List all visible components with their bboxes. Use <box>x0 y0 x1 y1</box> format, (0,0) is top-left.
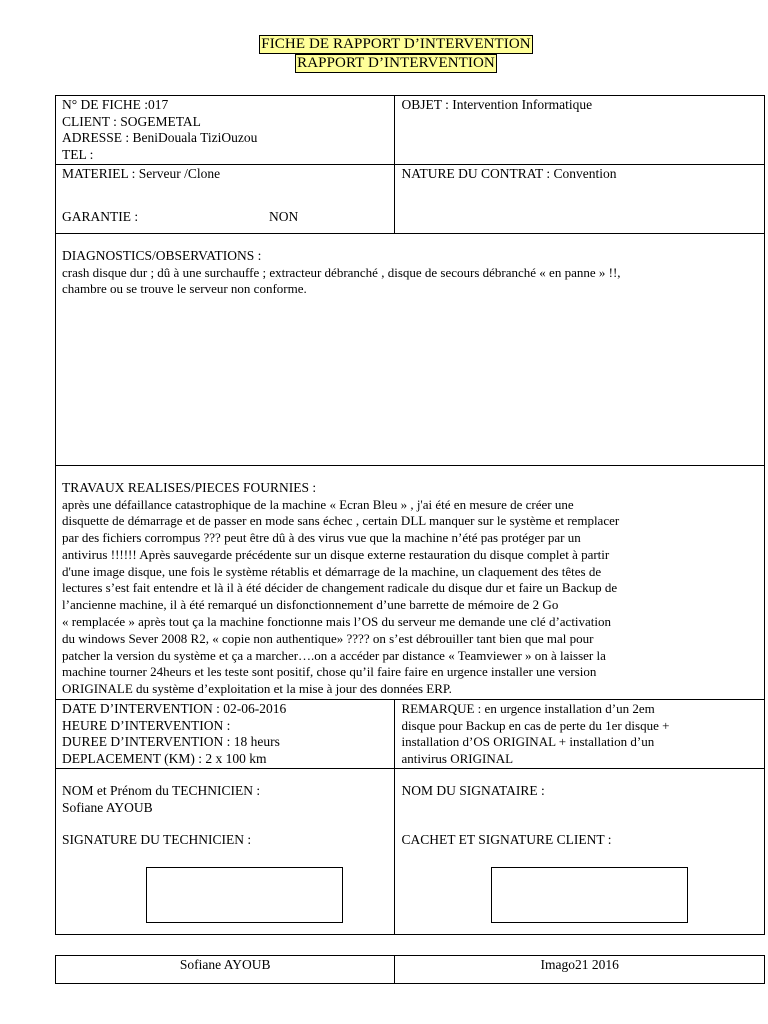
intervention-details-cell <box>56 700 395 769</box>
garantie-label: GARANTIE : <box>62 208 139 224</box>
travaux-line: patcher la version du système et ça a marcher….on a accéder par distance « Teamviewer » on à laisser la <box>62 647 606 663</box>
client-info-cell <box>56 96 395 165</box>
signature-row <box>56 769 765 935</box>
garantie-line <box>62 209 388 226</box>
page-footer <box>55 955 765 984</box>
header-row <box>56 96 765 165</box>
travaux-line: d'une image disque, une fois le système rétablis et démarrage de la machine, un claquement des têtes de <box>62 563 602 579</box>
footer-author: Sofiane AYOUB <box>56 956 395 984</box>
travaux-line: antivirus !!!!!! Après sauvegarde précédente sur un disque externe restauration du disque complet à partir <box>62 546 610 562</box>
intervention-date: DATE D’INTERVENTION : 02-06-2016 <box>62 701 287 717</box>
materiel-row <box>56 165 765 234</box>
materiel-cell <box>56 165 395 234</box>
materiel-text: MATERIEL : Serveur /Clone <box>62 166 221 181</box>
remarque-line: antivirus ORIGINAL <box>401 750 514 766</box>
intervention-deplacement: DEPLACEMENT (KM) : 2 x 100 km <box>62 750 267 766</box>
remarque-cell <box>395 700 765 769</box>
travaux-line: « remplacée » après tout ça la machine fonctionne mais l’OS du serveur me demande une clé d’activation <box>62 614 612 630</box>
intervention-duree: DUREE D’INTERVENTION : 18 heurs <box>62 734 280 750</box>
travaux-line: ORIGINALE du système d’exploitation et la mise à jour des données ERP. <box>62 681 452 697</box>
technicien-name: Sofiane AYOUB <box>62 799 153 815</box>
intervention-row <box>56 700 765 769</box>
title-line-1: FICHE DE RAPPORT D’INTERVENTION <box>261 36 531 52</box>
intervention-form <box>55 95 765 935</box>
travaux-line: lectures s’est fait entendre et là il à été décider de changement radicale du disque dur et faire un Backup de <box>62 580 618 596</box>
client-address: ADRESSE : BeniDouala TiziOuzou <box>62 130 258 145</box>
objet-cell <box>395 96 765 165</box>
client-tel: TEL : <box>62 146 94 162</box>
travaux-line: disquette de démarrage et de passer en mode sans échec , certain DLL manquer sur le système et remplacer <box>62 513 620 529</box>
diagnostics-row <box>56 234 765 466</box>
technicien-cell <box>56 769 395 935</box>
client-name: CLIENT : SOGEMETAL <box>62 113 201 129</box>
intervention-heure: HEURE D’INTERVENTION : <box>62 717 231 733</box>
travaux-line: machine tourner 24heurs et les teste sont positif, chose qu’il faire faire en urgence installer une version <box>62 664 597 680</box>
technicien-signature-box[interactable] <box>146 867 343 923</box>
travaux-cell <box>56 466 765 700</box>
client-signature-cell <box>395 769 765 935</box>
diagnostics-cell <box>56 234 765 466</box>
travaux-heading: TRAVAUX REALISES/PIECES FOURNIES : <box>62 480 317 495</box>
travaux-line: par des fichiers corrompus ??? peut être dû à des virus vue que la machine n’été pas protéger par un <box>62 530 581 546</box>
objet-text: OBJET : Intervention Informatique <box>401 97 593 112</box>
remarque-line: installation d’OS ORIGINAL + installation d’un <box>401 734 655 750</box>
contrat-cell <box>395 165 765 234</box>
garantie-value: NON <box>269 208 299 224</box>
remarque-line: REMARQUE : en urgence installation d’un 2em <box>401 701 655 717</box>
travaux-line: après une défaillance catastrophique de la machine « Ecran Bleu » , j'ai été en mesure de créer une <box>62 496 574 512</box>
fiche-number: N° DE FICHE :017 <box>62 97 169 112</box>
technicien-label: NOM et Prénom du TECHNICIEN : <box>62 783 261 799</box>
travaux-line: l’ancienne machine, il à été remarqué un disfonctionnement d’une barrette de mémoire de 2 Go <box>62 597 559 613</box>
remarque-line: disque pour Backup en cas de perte du 1er disque + <box>401 717 670 733</box>
footer-company-year: Imago21 2016 <box>395 956 765 984</box>
nature-contrat: NATURE DU CONTRAT : Convention <box>401 166 617 181</box>
signataire-label: NOM DU SIGNATAIRE : <box>401 783 545 799</box>
travaux-row <box>56 466 765 700</box>
document-title <box>0 35 768 73</box>
diagnostics-line: chambre ou se trouve le serveur non conforme. <box>62 281 307 297</box>
diagnostics-line: crash disque dur ; dû à une surchauffe ; extracteur débranché , disque de secours débranché « en panne » !!, <box>62 264 621 280</box>
signature-technicien-label: SIGNATURE DU TECHNICIEN : <box>62 832 252 848</box>
diagnostics-heading: DIAGNOSTICS/OBSERVATIONS : <box>62 248 262 263</box>
title-line-2: RAPPORT D’INTERVENTION <box>297 55 495 71</box>
client-signature-box[interactable] <box>491 867 688 923</box>
travaux-line: du windows Sever 2008 R2, « copie non authentique» ???? on s’est débrouiller tant bien que mal pour <box>62 630 594 646</box>
cachet-client-label: CACHET ET SIGNATURE CLIENT : <box>401 832 612 848</box>
